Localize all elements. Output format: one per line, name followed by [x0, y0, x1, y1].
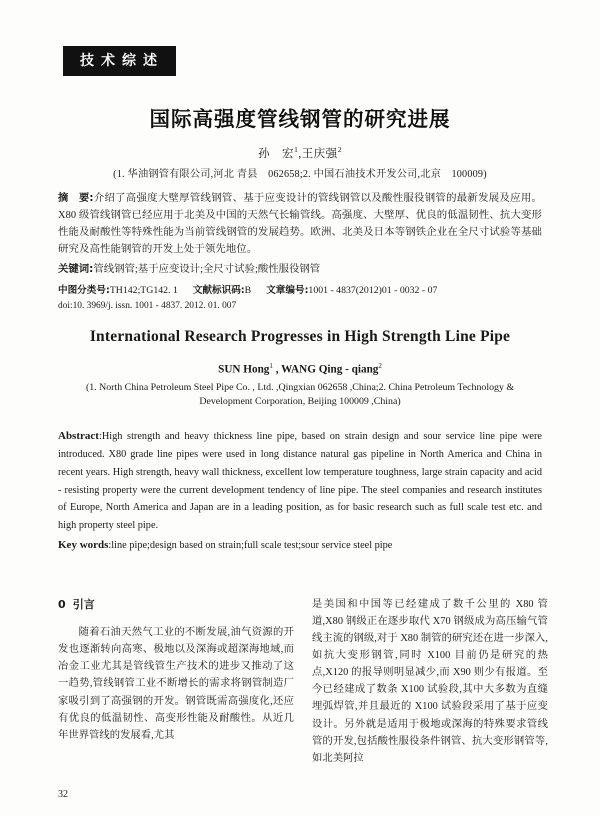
author-1-name-cn: 孙 宏 — [258, 148, 295, 160]
page-title-english: International Research Progresses in High Strength Line Pipe — [89, 327, 511, 345]
abstract-chinese — [58, 191, 542, 258]
author-2-name-cn: 王庆强 — [301, 148, 338, 160]
author-separator-en: , — [272, 363, 282, 376]
document-code-label: 文献标识码: — [192, 285, 245, 297]
section-heading-number: 0 — [58, 598, 66, 611]
page-number: 32 — [58, 789, 68, 800]
author-2-affil-marker-cn: 2 — [337, 145, 342, 155]
document-code — [193, 285, 251, 296]
article-number — [266, 285, 437, 296]
abstract-text-cn: 介绍了高强度大壁厚管线钢管、基于应变设计的管线钢管以及酸性服役钢管的最新发展及应用。X80 级管线钢管已经应用于北美及中国的天然气长输管线。高强度、大壁厚、优良的低温韧性、抗大变形性能及耐酸性等特殊性能为当前管线钢管的发展趋势。欧洲、北美及日本等钢铁企业在全尺寸试验等基础研究及高性能钢管的开发上处于领先地位。 — [58, 193, 542, 255]
body-column-right — [312, 596, 548, 767]
clc-value: TH142;TG142. 1 — [109, 285, 178, 297]
affiliation-english: (1. North China Petroleum Steel Pipe Co. , Ltd. ,Qingxian 062658 ,China;2. China Petroleum Technology & Development Corporation, Beijing 100009 ,China) — [85, 381, 515, 408]
section-heading-title: 引言 — [72, 598, 95, 611]
author-separator-cn: , — [298, 148, 302, 160]
clc-label: 中图分类号: — [58, 285, 110, 297]
abstract-text-en: High strength and heavy thickness line pipe, based on strain design and sour service line pipe were introduced. X80 grade line pipes were used in long distance natural gas pipeline in North America and China in recent years. High strength, heavy wall thickness, excellent low temperature toughness, large strain capacity and acid - resisting property were the current development tendency of line pipe. The steel companies and research institutes of Europe, North America and Japan are in a leading position, as for basic research such as full scale test etc. and high property steel pipe. — [58, 431, 542, 532]
keywords-english — [58, 536, 542, 555]
author-1-affil-marker-en: 1 — [269, 361, 273, 370]
author-1-affil-marker-cn: 1 — [294, 145, 299, 155]
abstract-english — [58, 427, 542, 534]
author-2-affil-marker-en: 2 — [378, 361, 382, 370]
author-2-name-en: WANG Qing - qiang — [281, 363, 379, 376]
keywords-chinese — [58, 261, 542, 279]
clc-number — [58, 285, 178, 296]
keywords-separator-en: : — [108, 539, 112, 551]
publication-metadata — [58, 283, 542, 300]
section-heading-introduction — [58, 596, 294, 614]
body-column-left — [58, 596, 294, 767]
keywords-label-cn: 关键词: — [58, 263, 94, 276]
article-number-value: 1001 - 4837(2012)01 - 0032 - 07 — [308, 285, 438, 297]
doi-line: doi:10. 3969/j. issn. 1001 - 4837. 2012. 01. 007 — [58, 300, 237, 311]
document-code-value: B — [244, 285, 252, 297]
keywords-text-cn: 管线钢管;基于应变设计;全尺寸试验;酸性服役钢管 — [93, 264, 321, 276]
article-number-label: 文章编号: — [266, 285, 309, 297]
body-paragraph-right: 是美国和中国等已经建成了数千公里的 X80 管道,X80 钢级正在逐步取代 X70 钢级成为高压输气管线主流的钢级,对于 X80 制管的研究还在进一步深入,如抗大变形钢管,同时 X100 目前仍是研究的热点,X120 的报导则明显减少,而 X90 则少有报道。至今已经建成了数条 X100 试验段,其中大多数为直缝埋弧焊管,并且最近的 X100 试验段采用了基于应变设计。另外就是适用于极地或深海的特殊要求管线管的开发,包括酸性服役条件钢管、抗大变形钢管等,如北美阿拉 — [312, 599, 548, 764]
abstract-separator-en: : — [98, 431, 102, 443]
page-title-chinese: 国际高强度管线钢管的研究进展 — [149, 107, 451, 131]
authors-chinese — [0, 145, 600, 161]
author-1-name-en: SUN Hong — [218, 363, 270, 376]
keywords-text-en: line pipe;design based on strain;full scale test;sour service steel pipe — [111, 539, 393, 551]
abstract-label-en: Abstract — [58, 430, 99, 443]
section-banner-label: 技术综述 — [63, 46, 176, 76]
authors-english — [0, 362, 600, 376]
affiliation-chinese: (1. 华油钢管有限公司,河北 青县 062658;2. 中国石油技术开发公司,北京 100009) — [113, 169, 487, 180]
body-paragraph-left: 随着石油天然气工业的不断发展,油气资源的开发也逐渐转向高寒、极地以及深海或超深海地域,而冶金工业尤其是管线管生产技术的进步又推动了这一趋势,管线钢管工业不断增长的需求将钢管制造厂家吸引到了高强钢的开发。钢管既需高强度化,还应有优良的低温韧性、高变形性能及耐酸性。从近几年世界管线的发展看,尤其 — [58, 627, 294, 741]
section-banner-row — [0, 0, 600, 76]
body-columns — [58, 596, 548, 767]
keywords-label-en: Key words — [58, 538, 109, 551]
abstract-label-cn: 摘 要: — [58, 193, 94, 204]
